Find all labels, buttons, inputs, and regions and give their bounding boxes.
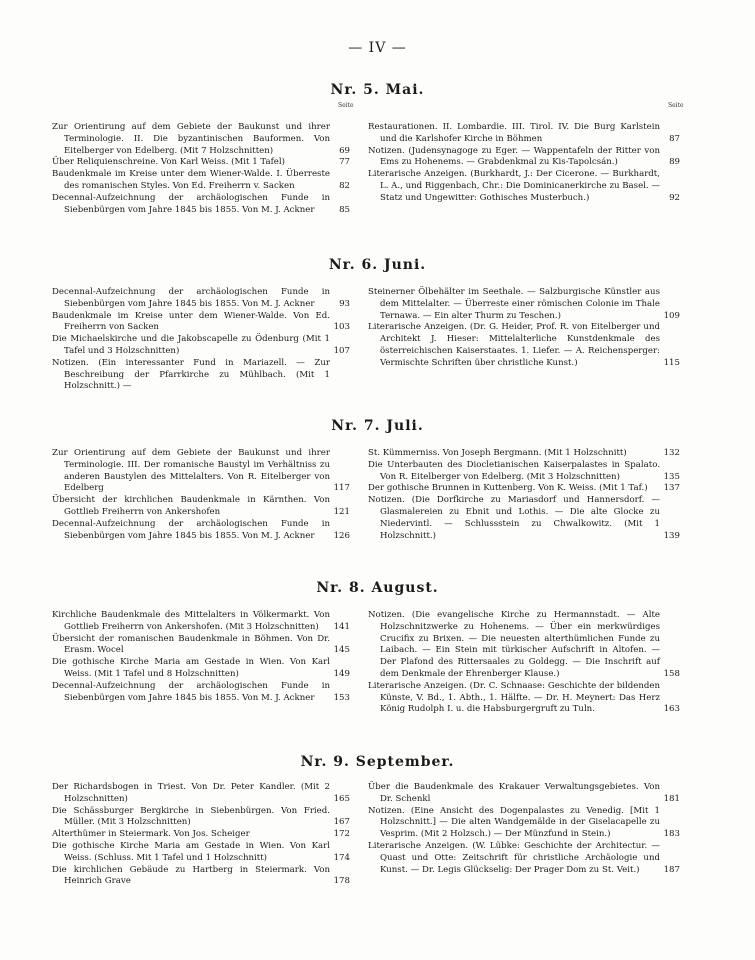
entry-text: Die Michaelskirche und die Jakobscapelle zu Ödenburg (Mit 1 Tafel und 3 Holzschnitten) xyxy=(52,334,330,356)
entry-page: 167 xyxy=(333,817,350,828)
entry-text: Die gothische Kirche Maria am Gestade in Wien. Von Karl Weiss. (Mit 1 Tafel und 8 Holzschnitten) xyxy=(52,657,330,679)
toc-entry xyxy=(52,358,350,393)
toc-entry xyxy=(368,495,680,542)
toc-entry xyxy=(52,681,350,705)
toc-entry xyxy=(52,610,350,634)
entry-text: Decennal-Aufzeichnung der archäologischen Funde in Siebenbürgen vom Jahre 1845 bis 1855. Von M. J. Ackner xyxy=(52,192,330,215)
entry-page: 163 xyxy=(663,704,680,715)
entry-page: 145 xyxy=(333,645,350,656)
entry-text: Übersicht der kirchlichen Baudenkmale in Kärnthen. Von Gottlieb Freiherrn von Ankershofen xyxy=(52,495,330,517)
entry-text: Die gothische Kirche Maria am Gestade in Wien. Von Karl Weiss. (Schluss. Mit 1 Tafel und 1 Holzschnitt) xyxy=(52,840,330,863)
toc-column-left xyxy=(52,448,350,542)
entry-page: 137 xyxy=(663,483,680,494)
seite-label-right: Seite xyxy=(668,102,684,109)
entry-text: Notizen. (Judensynagoge zu Eger. — Wappentafeln der Ritter von Ems zu Hohenems. — Grabdenkmal zu Kis-Tapolcsán.) xyxy=(368,145,660,168)
entry-text: Alterthümer in Steiermark. Von Jos. Scheiger xyxy=(52,829,250,840)
toc-entry xyxy=(368,146,680,170)
entry-page: 107 xyxy=(333,345,350,356)
entry-text: Steinerner Ölbehälter im Seethale. — Salzburgische Künstler aus dem Mittelalter. — Überreste einer römischen Colonie im Thale Ternawa. — Ein alter Thurm zu Teschen.) xyxy=(368,287,660,321)
entry-page: 141 xyxy=(333,621,350,632)
entry-text: Notizen. (Die Dorfkirche zu Mariasdorf und Hannersdorf. — Glasmalereien zu Ebnit und Lothis. — Die alte Glocke zu Niedervintl. — Schlussstein zu Chwalkowitz. (Mit 1 Holzschnitt.) xyxy=(368,495,660,541)
toc-entry xyxy=(368,782,680,806)
toc-entry xyxy=(52,657,350,681)
entry-page: 121 xyxy=(333,506,350,517)
entry-page: 85 xyxy=(339,204,350,215)
entry-text: Die Schässburger Bergkirche in Siebenbürgen. Von Fried. Müller. (Mit 3 Holzschnitten) xyxy=(52,805,330,828)
entry-text: Notizen. (Die evangelische Kirche zu Hermannstadt. — Alte Holzschnitzwerke zu Hohenems. — Über ein merkwürdiges Crucifix zu Brixen. — Die neuesten alterthümlichen Funde zu Laibach. — Ein Stein mit türkischer Aufschrift in Altofen. — Der Plafond des Rittersaales zu Goldegg. — Die Inschrift auf dem Denkmale der Ehrenberger Klause.) xyxy=(368,610,660,679)
entry-page: 153 xyxy=(333,692,350,703)
entry-text: Über die Baudenkmale des Krakauer Verwaltungsgebietes. Von Dr. Schenkl xyxy=(368,782,660,804)
toc-entry xyxy=(52,829,350,841)
toc-column-left xyxy=(52,287,350,393)
entry-text: Die kirchlichen Gebäude zu Hartberg in Steiermark. Von Heinrich Grave xyxy=(52,864,330,887)
entry-page: 174 xyxy=(333,852,350,863)
toc-entry xyxy=(368,610,680,681)
toc-entry xyxy=(368,287,680,322)
entry-page: 87 xyxy=(669,133,680,144)
toc-entry xyxy=(52,495,350,519)
entry-text: Decennal-Aufzeichnung der archäologischen Funde in Siebenbürgen vom Jahre 1845 bis 1855. Von M. J. Ackner xyxy=(52,680,330,703)
entry-text: Der gothische Brunnen in Kuttenberg. Von K. Weiss. (Mit 1 Taf.) xyxy=(368,483,648,494)
entry-text: Literarische Anzeigen. (Dr. C. Schnaase: Geschichte der bildenden Künste, V. Bd., 1. Abth., 1. Hälfte. — Dr. H. Meynert: Das Herz König Rudolph I. u. die Habsburgergruft zu Tuln. xyxy=(368,680,660,715)
entry-page: 82 xyxy=(339,180,350,191)
toc-column-left xyxy=(52,782,350,888)
page-number: — IV — xyxy=(348,40,407,56)
toc-column-right xyxy=(368,287,680,370)
entry-page: 149 xyxy=(333,668,350,679)
entry-page: 181 xyxy=(663,793,680,804)
toc-entry xyxy=(52,157,350,169)
section-title: Nr. 5. Mai. xyxy=(330,82,425,98)
entry-text: St. Kümmerniss. Von Joseph Bergmann. (Mit 1 Holzschnitt) xyxy=(368,448,627,458)
toc-entry xyxy=(368,460,680,484)
toc-entry xyxy=(52,806,350,830)
entry-text: Notizen. (Ein interessanter Fund in Mariazell. — Zur Beschreibung der Pfarrkirche zu Mühlbach. (Mit 1 Holzschnitt.) — xyxy=(52,357,330,392)
entry-page: 69 xyxy=(339,145,350,156)
toc-column-right xyxy=(368,122,680,205)
toc-entry xyxy=(52,865,350,889)
entry-page: 92 xyxy=(669,192,680,203)
section-title: Nr. 7. Juli. xyxy=(331,418,424,434)
entry-page: 135 xyxy=(663,471,680,482)
entry-text: Notizen. (Eine Ansicht des Dogenpalastes zu Venedig. [Mit 1 Holzschnitt.] — Die alten Wandgemälde in der Giselacapelle zu Vesprim. (Mit 2 Holzsch.) — Der Münzfund in Stein.) xyxy=(368,805,660,840)
entry-text: Restaurationen. II. Lombardie. III. Tirol. IV. Die Burg Karlstein und die Karlshofer Kirche in Böhmen xyxy=(368,122,660,144)
toc-entry xyxy=(52,782,350,806)
toc-entry xyxy=(52,334,350,358)
entry-page: 158 xyxy=(663,668,680,679)
entry-page: 187 xyxy=(663,864,680,875)
entry-text: Baudenkmale im Kreise unter dem Wiener-Walde. Von Ed. Freiherrn von Sacken xyxy=(52,310,330,333)
toc-entry xyxy=(368,841,680,876)
section-title: Nr. 6. Juni. xyxy=(328,257,427,273)
section-juni xyxy=(0,255,755,392)
entry-page: 178 xyxy=(333,876,350,887)
entry-page: 109 xyxy=(663,310,680,321)
entry-text: Die Unterbauten des Diocletianischen Kaiserpalastes in Spalato. Von R. Eitelberger von Edelberg. (Mit 3 Holzschnitten) xyxy=(368,459,660,482)
toc-column-right xyxy=(368,782,680,876)
entry-text: Übersicht der romanischen Baudenkmale in Böhmen. Von Dr. Erasm. Wocel xyxy=(52,633,330,656)
toc-entry xyxy=(368,806,680,841)
entry-text: Der Richardsbogen in Triest. Von Dr. Peter Kandler. (Mit 2 Holzschnitten) xyxy=(52,782,330,804)
toc-entry xyxy=(52,311,350,335)
entry-text: Kirchliche Baudenkmale des Mittelalters in Völkermarkt. Von Gottlieb Freiherrn von Ankershofen. (Mit 3 Holzschnitten) xyxy=(52,610,330,632)
entry-text: Über Reliquienschreine. Von Karl Weiss. (Mit 1 Tafel) xyxy=(52,157,285,168)
toc-entry xyxy=(52,519,350,543)
entry-text: Literarische Anzeigen. (Dr. G. Heider, Prof. R. von Eitelberger und Architekt J. Hieser: Mittelalterliche Kunstdenkmale des österreichischen Kaiserstaates. 1. Liefer. — A. Reichensperger: Vermischte Schriften über christliche Kunst.) xyxy=(368,322,660,368)
entry-page: 132 xyxy=(663,448,680,458)
entry-text: Literarische Anzeigen. (W. Lübke: Geschichte der Architectur. — Quast und Otte: Zeitschrift für christliche Archäologie und Kunst. — Dr. Legis Glückselig: Der Prager Dom zu St. Veit.) xyxy=(368,840,660,875)
entry-page: 126 xyxy=(333,530,350,541)
entry-page: 77 xyxy=(339,157,350,168)
entry-page: 93 xyxy=(339,298,350,309)
toc-entry xyxy=(368,122,680,146)
entry-page: 139 xyxy=(663,530,680,541)
toc-entry xyxy=(368,483,680,495)
toc-entry xyxy=(368,681,680,716)
entry-page: 89 xyxy=(669,157,680,168)
entry-page: 115 xyxy=(663,357,680,368)
toc-column-right xyxy=(368,448,680,542)
toc-column-right xyxy=(368,610,680,716)
toc-entry xyxy=(368,448,680,460)
entry-text: Zur Orientirung auf dem Gebiete der Baukunst und ihrer Terminologie. III. Der romanische Baustyl im Verhältniss zu anderen Baustylen des Mittelalters. Von R. Eitelberger von Edelberg xyxy=(52,448,330,494)
toc-entry xyxy=(52,448,350,495)
toc-entry xyxy=(52,169,350,193)
entry-text: Decennal-Aufzeichnung der archäologischen Funde in Siebenbürgen vom Jahre 1845 bis 1855. Von M. J. Ackner xyxy=(52,518,330,541)
toc-entry xyxy=(368,169,680,204)
toc-entry xyxy=(52,287,350,311)
seite-label-left: Seite xyxy=(338,102,354,109)
toc-entry xyxy=(52,634,350,658)
toc-column-left xyxy=(52,122,350,216)
entry-text: Literarische Anzeigen. (Burkhardt, J.: Der Cicerone. — Burkhardt, L. A., und Riggenbach, Chr.: Die Dominicanerkirche zu Basel. — Statz und Ungewitter: Gothisches Musterbuch.) xyxy=(368,169,660,203)
entry-page: 103 xyxy=(333,322,350,333)
section-title: Nr. 9. September. xyxy=(300,754,455,770)
section-juli xyxy=(0,416,755,541)
entry-text: Decennal-Aufzeichnung der archäologischen Funde in Siebenbürgen vom Jahre 1845 bis 1855. Von M. J. Ackner xyxy=(52,287,330,309)
section-september xyxy=(0,752,755,887)
entry-page: 183 xyxy=(663,829,680,840)
entry-page: 165 xyxy=(333,793,350,804)
entry-page: 172 xyxy=(333,829,350,840)
entry-text: Baudenkmale im Kreise unter dem Wiener-Walde. I. Überreste des romanischen Styles. Von Ed. Freiherrn v. Sacken xyxy=(52,169,330,191)
section-mai xyxy=(0,80,755,215)
entry-page: 117 xyxy=(333,483,350,494)
section-august xyxy=(0,578,755,715)
toc-entry xyxy=(52,122,350,157)
toc-entry xyxy=(52,841,350,865)
toc-entry xyxy=(52,193,350,217)
toc-column-left xyxy=(52,610,350,704)
entry-text: Zur Orientirung auf dem Gebiete der Baukunst und ihrer Terminologie. II. Die byzantinischen Bauformen. Von Eitelberger von Edelberg. (Mit 7 Holzschnitten) xyxy=(52,122,330,156)
toc-entry xyxy=(368,322,680,369)
section-title: Nr. 8. August. xyxy=(316,580,439,596)
